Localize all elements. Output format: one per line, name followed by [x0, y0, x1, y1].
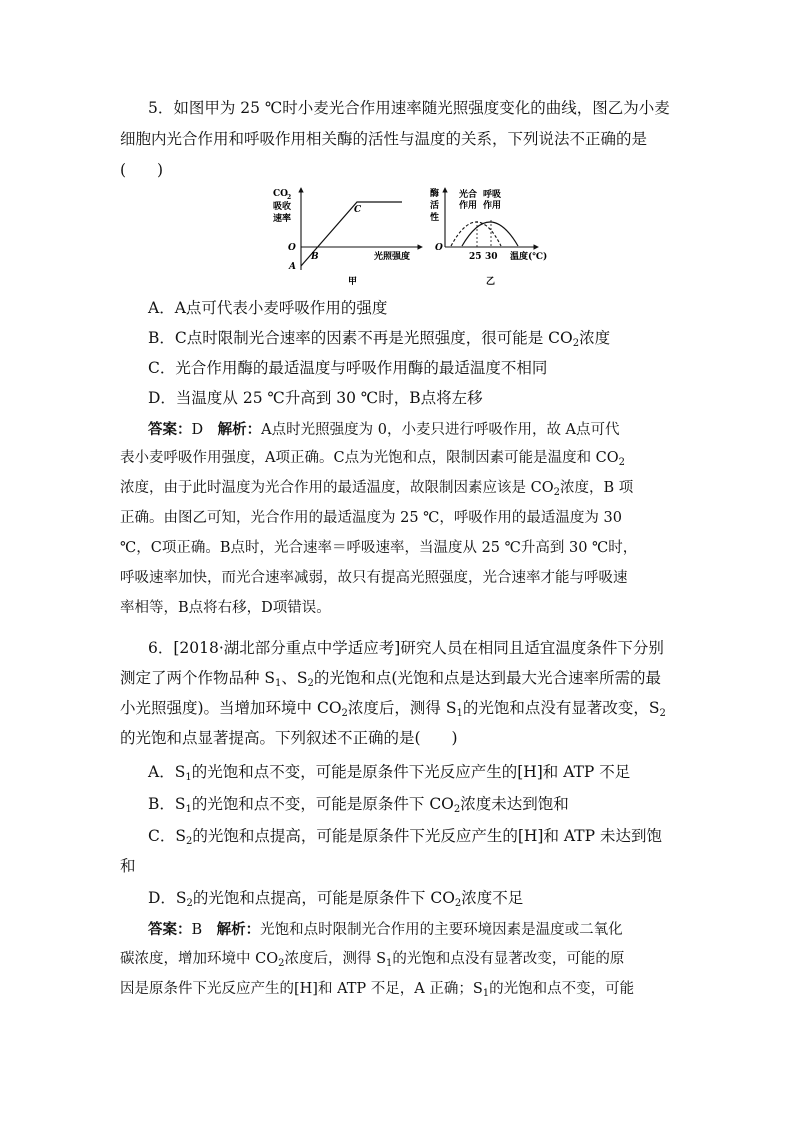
q5-answer-line-4: 正确。由图乙可知，光合作用的最适温度为 25 ℃，呼吸作用的最适温度为 30 [120, 510, 622, 526]
explanation-text: A点时光照强度为 0，小麦只进行呼吸作用，故 A点可代 [261, 422, 620, 438]
jia-x-label: 光照强度 [374, 252, 411, 262]
q6-option-c-text: C．S [148, 827, 186, 845]
jia-origin: O [288, 243, 296, 253]
subscript: 2 [659, 708, 666, 719]
subscript: 2 [453, 804, 461, 815]
q5-option-d: D．当温度从 25 ℃升高到 30 ℃时，B点将左移 [148, 389, 483, 407]
answer-label: 答案： [148, 921, 192, 938]
explanation-text: 浓度后，测得 S [284, 951, 387, 967]
yi-legend-resp-2: 作用 [483, 201, 502, 211]
q5-option-b-text: B．C点时限制光合速率的因素不再是光照强度，很可能是 CO [148, 329, 573, 347]
subscript: 1 [275, 678, 282, 689]
q5-option-a: A．A点可代表小麦呼吸作用的强度 [148, 299, 388, 317]
subscript: 2 [454, 898, 462, 909]
q5-answer-line-2 [120, 444, 625, 473]
subscript: 2 [572, 338, 580, 349]
jia-point-b: B [311, 252, 319, 262]
q6-stem-text: 小光照强度)。当增加环境中 CO [120, 699, 342, 717]
explanation-text: 浓度，由于此时温度为光合作用的最适温度，故限制因素应该是 CO [120, 480, 554, 496]
yi-y-label-3: 性 [430, 213, 440, 223]
q6-stem-line-1: 6．[2018·湖北部分重点中学适应考]研究人员在相同且适宜温度条件下分别 [148, 639, 664, 657]
yi-tick-30: 30 [485, 252, 498, 262]
yi-legend-ps-2: 作用 [459, 201, 478, 211]
q6-stem-text: 测定了两个作物品种 S [120, 669, 276, 687]
q6-stem-line-2 [120, 663, 661, 693]
yi-photosynthesis-curve [451, 222, 501, 246]
q5-option-c: C．光合作用酶的最适温度与呼吸作用酶的最适温度不相同 [148, 359, 548, 377]
q5-figures [272, 184, 562, 290]
jia-y-label-co: CO [273, 189, 289, 199]
yi-legend-ps-1: 光合 [459, 190, 478, 200]
q6-option-d-text: 的光饱和点提高，可能是原条件下 CO [192, 889, 455, 907]
subscript: 1 [185, 772, 192, 783]
yi-caption: 乙 [486, 277, 496, 287]
explanation-text: 因是原条件下光反应产生的[H]和 ATP 不足，A 正确；S [120, 981, 483, 997]
figure-jia [273, 188, 422, 287]
subscript: 1 [386, 958, 393, 969]
jia-y-label-3: 速率 [273, 214, 292, 224]
q6-stem-line-3 [120, 693, 666, 723]
explanation-text: 表小麦呼吸作用强度，A项正确。C点为光饱和点，限制因素可能是温度和 CO [120, 450, 619, 466]
answer-value: D [191, 422, 218, 438]
answer-value: B [191, 922, 217, 938]
yi-tick-25: 25 [469, 252, 482, 262]
yi-respiration-curve [462, 222, 518, 246]
q6-option-c-text: 的光饱和点提高，可能是原条件下光反应产生的[H]和 ATP 未达到饱 [192, 827, 662, 845]
yi-y-label-2: 活 [430, 201, 440, 211]
q6-answer-line-2 [120, 945, 624, 974]
figure-yi [429, 187, 547, 287]
q5-stem-line-1: 5．如图甲为 25 ℃时小麦光合作用速率随光照强度变化的曲线，图乙为小麦 [148, 99, 670, 117]
explanation-label: 解析： [216, 921, 261, 938]
subscript: 1 [456, 708, 463, 719]
subscript: 2 [307, 678, 314, 689]
subscript: 2 [553, 487, 560, 498]
jia-caption: 甲 [348, 277, 358, 287]
yi-y-label-1: 酶 [430, 189, 440, 199]
q6-option-d-text: D．S [148, 889, 187, 907]
q5-stem-line-2: 细胞内光合作用和呼吸作用相关酶的活性与温度的关系，下列说法不正确的是 [120, 130, 648, 148]
answer-label: 答案： [148, 421, 192, 438]
q6-stem-line-4: 的光饱和点显著提高。下列叙述不正确的是( ) [120, 729, 458, 747]
q6-option-b [148, 789, 569, 819]
q6-option-c-cont: 和 [120, 857, 136, 875]
q6-answer-line-3 [120, 975, 634, 1004]
q5-answer-line-5: ℃，C项正确。B点时，光合速率＝呼吸速率，当温度从 25 ℃升高到 30 ℃时， [120, 540, 638, 556]
q5-figure-svg [272, 184, 562, 290]
explanation-text: 的光饱和点没有显著改变，可能的原 [392, 951, 625, 967]
subscript: 2 [186, 898, 193, 909]
jia-point-c: C [354, 205, 362, 215]
q6-stem-text: 浓度后，测得 S [347, 699, 457, 717]
jia-point-a: A [289, 262, 296, 272]
yi-x-label: 温度(℃) [510, 252, 548, 262]
explanation-text: 的光饱和点不变，可能 [489, 981, 635, 997]
q5-answer-line-1 [148, 415, 620, 445]
q6-option-d [148, 883, 523, 913]
q5-option-b [148, 323, 610, 353]
q6-option-d-text: 浓度不足 [461, 889, 524, 907]
q6-option-b-text: 的光饱和点不变，可能是原条件下 CO [191, 795, 454, 813]
q6-stem-text: 的光饱和点(光饱和点是达到最大光合速率所需的最 [313, 669, 661, 687]
q6-stem-text: 的光饱和点没有显著改变，S [462, 699, 660, 717]
q5-answer-line-7: 率相等，B点将右移，D项错误。 [120, 600, 331, 616]
explanation-text: 浓度，B 项 [559, 480, 634, 496]
explanation-text: 碳浓度，增加环境中 CO [120, 951, 279, 967]
q6-option-a-text: 的光饱和点不变，可能是原条件下光反应产生的[H]和 ATP 不足 [191, 763, 631, 781]
q6-option-a [148, 757, 630, 787]
q5-answer-line-3 [120, 474, 633, 503]
subscript: 2 [278, 958, 285, 969]
subscript: 1 [482, 988, 490, 999]
q6-answer-line-1 [148, 915, 623, 945]
explanation-label: 解析： [217, 421, 262, 438]
q6-stem-text: 、S [281, 669, 308, 687]
yi-legend-resp-1: 呼吸 [483, 190, 502, 200]
jia-y-label-2: 吸收 [273, 202, 292, 212]
subscript: 2 [618, 457, 626, 468]
q6-option-b-text: 浓度未达到饱和 [460, 795, 569, 813]
subscript: 1 [185, 804, 192, 815]
subscript: 2 [341, 708, 348, 719]
q5-option-b-text-end: 浓度 [579, 329, 611, 347]
q6-option-a-text: A．S [148, 763, 186, 781]
explanation-text: 光饱和点时限制光合作用的主要环境因素是温度或二氧化 [260, 922, 623, 938]
q6-option-c [148, 821, 662, 851]
q5-answer-line-6: 呼吸速率加快，而光合速率减弱，故只有提高光照强度，光合速率才能与呼吸速 [120, 570, 628, 586]
yi-origin: O [435, 243, 443, 253]
q6-option-b-text: B．S [148, 795, 186, 813]
q5-stem-line-3: ( ) [120, 161, 164, 179]
subscript: 2 [185, 836, 193, 847]
jia-y-label-sub: 2 [287, 194, 292, 201]
